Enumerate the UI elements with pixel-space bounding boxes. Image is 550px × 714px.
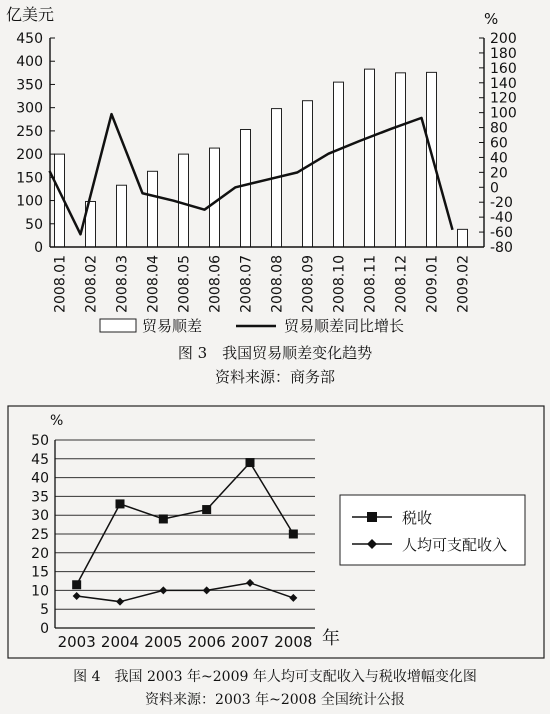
bar-trade-surplus (179, 154, 189, 247)
left-y-tick-label: 150 (16, 170, 43, 187)
left-y-tick-label: 100 (16, 193, 43, 210)
legend-box (340, 495, 525, 565)
left-y-tick-label: 400 (16, 54, 43, 71)
right-y-tick-label: 20 (490, 165, 508, 182)
x-tick-label: 2007 (230, 633, 270, 651)
right-y-tick-label: -20 (490, 195, 513, 212)
chart2-legend (340, 495, 525, 565)
x-tick-label: 2008.06 (207, 255, 224, 313)
right-y-tick-label: 40 (490, 150, 508, 167)
x-tick-label: 2008.05 (176, 255, 193, 313)
chart1-source: 资料来源：商务部 (214, 368, 336, 386)
x-tick-label: 2008.01 (52, 255, 69, 313)
point-income (203, 586, 211, 594)
x-tick-label: 2008.04 (145, 255, 162, 313)
right-y-tick-label: 140 (490, 75, 517, 92)
point-tax (289, 530, 298, 539)
point-tax (246, 458, 255, 467)
y-tick-label: 20 (31, 545, 49, 562)
legend-tax-marker (367, 512, 377, 522)
x-tick-label: 2006 (187, 633, 226, 651)
point-income (73, 592, 81, 600)
right-y-tick-label: 100 (490, 105, 517, 122)
chart1-caption: 图 3 我国贸易顺差变化趋势 (177, 344, 373, 362)
right-axis-unit: % (484, 10, 499, 28)
legend-bar-swatch (100, 319, 136, 332)
y-tick-label: 25 (31, 527, 49, 543)
right-y-tick-label: -80 (490, 240, 513, 256)
left-y-tick-label: 350 (16, 77, 43, 94)
x-axis-unit: 年 (322, 628, 340, 649)
point-income (246, 579, 254, 587)
x-tick-label: 2008.03 (114, 255, 131, 313)
y-tick-label: 50 (31, 433, 49, 449)
point-income (116, 598, 124, 606)
left-y-tick-label: 200 (16, 147, 43, 164)
y-tick-label: 35 (31, 489, 49, 506)
legend-line-label: 贸易顺差同比增长 (284, 317, 405, 335)
right-y-tick-label: -60 (490, 225, 513, 242)
y-tick-label: 15 (31, 564, 49, 581)
y-tick-label: 30 (31, 508, 49, 525)
bar-trade-surplus (148, 171, 158, 247)
x-tick-label: 2003 (57, 633, 96, 651)
bar-trade-surplus (458, 229, 468, 247)
right-y-tick-label: 180 (490, 45, 517, 62)
left-y-tick-label: 450 (16, 31, 43, 47)
legend-tax-label: 税收 (402, 509, 433, 527)
right-y-tick-label: 120 (490, 90, 517, 107)
left-y-tick-label: 50 (25, 216, 43, 233)
x-tick-label: 2008.09 (300, 255, 317, 313)
x-tick-label: 2008.10 (331, 255, 348, 313)
chart1-legend (100, 317, 404, 335)
x-tick-label: 2008.08 (269, 255, 286, 313)
x-tick-label: 2008 (274, 633, 313, 651)
y-axis-unit: % (50, 413, 64, 429)
left-y-tick-label: 0 (34, 240, 43, 256)
legend-income-label: 人均可支配收入 (402, 536, 508, 554)
right-y-tick-label: 0 (490, 180, 499, 197)
x-tick-label: 2008.07 (238, 255, 255, 313)
x-tick-label: 2008.12 (393, 255, 410, 313)
right-y-tick-label: 80 (490, 120, 508, 137)
left-y-tick-label: 300 (16, 100, 43, 117)
bar-trade-surplus (427, 72, 437, 247)
point-income (159, 586, 167, 594)
line-tax (77, 463, 294, 585)
right-y-tick-label: 60 (490, 135, 508, 152)
legend-bar-label: 贸易顺差 (142, 317, 203, 335)
bar-trade-surplus (210, 148, 220, 247)
point-tax (116, 499, 125, 508)
y-tick-label: 45 (31, 451, 49, 468)
right-y-tick-label: 160 (490, 60, 517, 77)
y-tick-label: 10 (31, 583, 49, 600)
point-income (289, 594, 297, 602)
right-y-tick-label: 200 (490, 31, 517, 47)
income-tax-chart (0, 400, 550, 714)
x-tick-label: 2009.01 (424, 255, 441, 313)
y-tick-label: 0 (40, 621, 49, 637)
left-y-tick-label: 250 (16, 123, 43, 140)
x-tick-label: 2008.02 (83, 255, 100, 313)
bar-trade-surplus (117, 185, 127, 247)
chart2-caption: 图 4 我国 2003 年~2009 年人均可支配收入与税收增幅变化图 (73, 669, 477, 685)
bar-trade-surplus (241, 129, 251, 247)
y-tick-label: 40 (31, 470, 49, 487)
left-axis-unit: 亿美元 (6, 5, 55, 24)
right-y-tick-label: -40 (490, 210, 513, 227)
point-tax (159, 514, 168, 523)
bar-trade-surplus (365, 69, 375, 247)
point-tax (202, 505, 211, 514)
x-tick-label: 2008.11 (362, 255, 379, 313)
bar-trade-surplus (334, 82, 344, 247)
x-tick-label: 2009.02 (455, 255, 472, 313)
point-tax (72, 580, 81, 589)
line-income (77, 583, 294, 602)
bar-trade-surplus (396, 73, 406, 247)
chart2-source: 资料来源：2003 年~2008 全国统计公报 (145, 692, 405, 708)
x-tick-label: 2004 (100, 633, 140, 651)
bar-trade-surplus (303, 101, 313, 247)
x-tick-label: 2005 (144, 633, 183, 651)
y-tick-label: 5 (40, 602, 49, 619)
